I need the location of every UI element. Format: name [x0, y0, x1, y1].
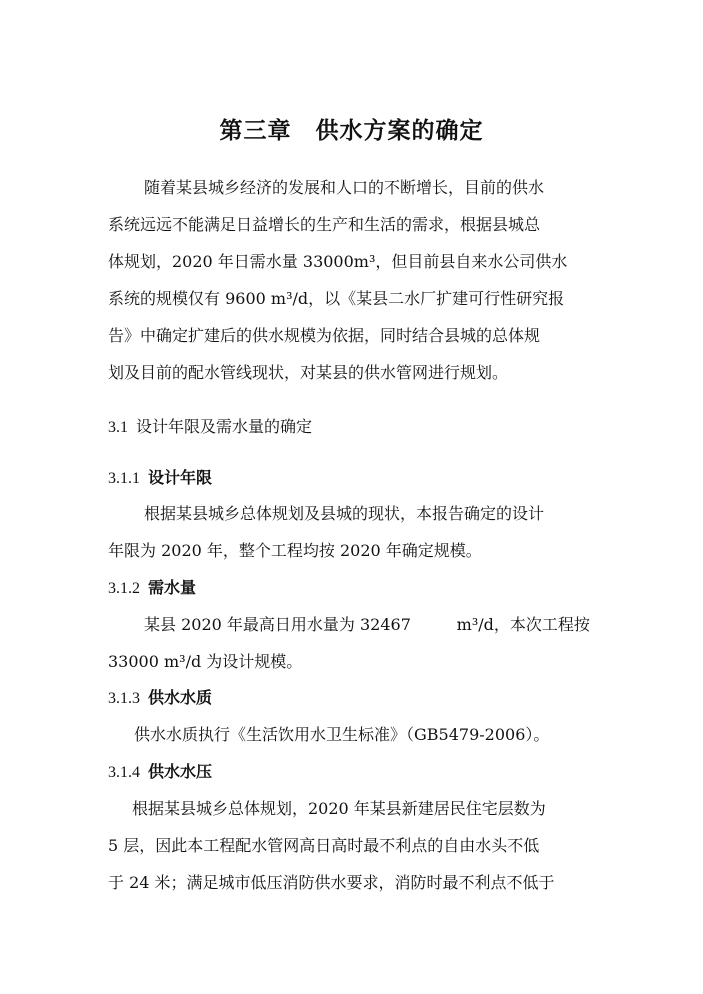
- section-3-1-1-line-2: 年限为 2020 年，整个工程均按 2020 年确定规模。: [108, 541, 482, 560]
- section-3-1-4-heading: [108, 762, 212, 783]
- section-number: 3.1.3: [108, 690, 140, 707]
- section-title: 需水量: [148, 578, 197, 597]
- section-number: 3.1.4: [108, 764, 140, 781]
- intro-line-2: 系统远远不能满足日益增长的生产和生活的需求，根据县城总: [108, 215, 541, 234]
- section-number: 3.1.1: [108, 470, 140, 487]
- intro-line-6: 划及目前的配水管线现状，对某县的供水管网进行规划。: [108, 363, 509, 382]
- intro-line-1: 随着某县城乡经济的发展和人口的不断增长，目前的供水: [144, 178, 545, 197]
- intro-line-4: 系统的规模仅有 9600 m³/d，以《某县二水厂扩建可行性研究报: [108, 289, 565, 308]
- section-3-1-4-line-3: 于 24 米；满足城市低压消防供水要求，消防时最不利点不低于: [108, 873, 555, 892]
- section-3-1-1-line-1: 根据某县城乡总体规划及县城的现状，本报告确定的设计: [144, 504, 545, 523]
- section-3-1-3-heading: [108, 688, 212, 709]
- section-3-1-2-line-2: 33000 m³/d 为设计规模。: [108, 652, 303, 671]
- section-3-1-2-line-1: 某县 2020 年最高日用水量为 32467 m³/d，本次工程按: [144, 615, 590, 634]
- section-title: 供水水压: [148, 762, 213, 781]
- chapter-title: 第三章 供水方案的确定: [219, 118, 484, 144]
- section-3-1-heading: [108, 417, 312, 438]
- section-title: 设计年限: [148, 468, 213, 487]
- section-3-1-3-line-1: 供水水质执行《生活饮用水卫生标准》（GB5479-2006）。: [134, 725, 550, 744]
- section-3-1-4-line-2: 5 层，因此本工程配水管网高日高时最不利点的自由水头不低: [108, 836, 540, 855]
- section-3-1-2-heading: [108, 578, 196, 599]
- section-number: 3.1: [108, 419, 128, 436]
- section-3-1-4-line-1: 根据某县城乡总体规划，2020 年某县新建居民住宅层数为: [132, 799, 546, 818]
- section-3-1-1-heading: [108, 468, 212, 489]
- section-number: 3.1.2: [108, 580, 140, 597]
- section-title: 设计年限及需水量的确定: [136, 417, 313, 436]
- section-title: 供水水质: [148, 688, 213, 707]
- intro-line-3: 体规划，2020 年日需水量 33000m³，但目前县自来水公司供水: [108, 252, 568, 271]
- intro-line-5: 告》中确定扩建后的供水规模为依据，同时结合县城的总体规: [108, 326, 541, 345]
